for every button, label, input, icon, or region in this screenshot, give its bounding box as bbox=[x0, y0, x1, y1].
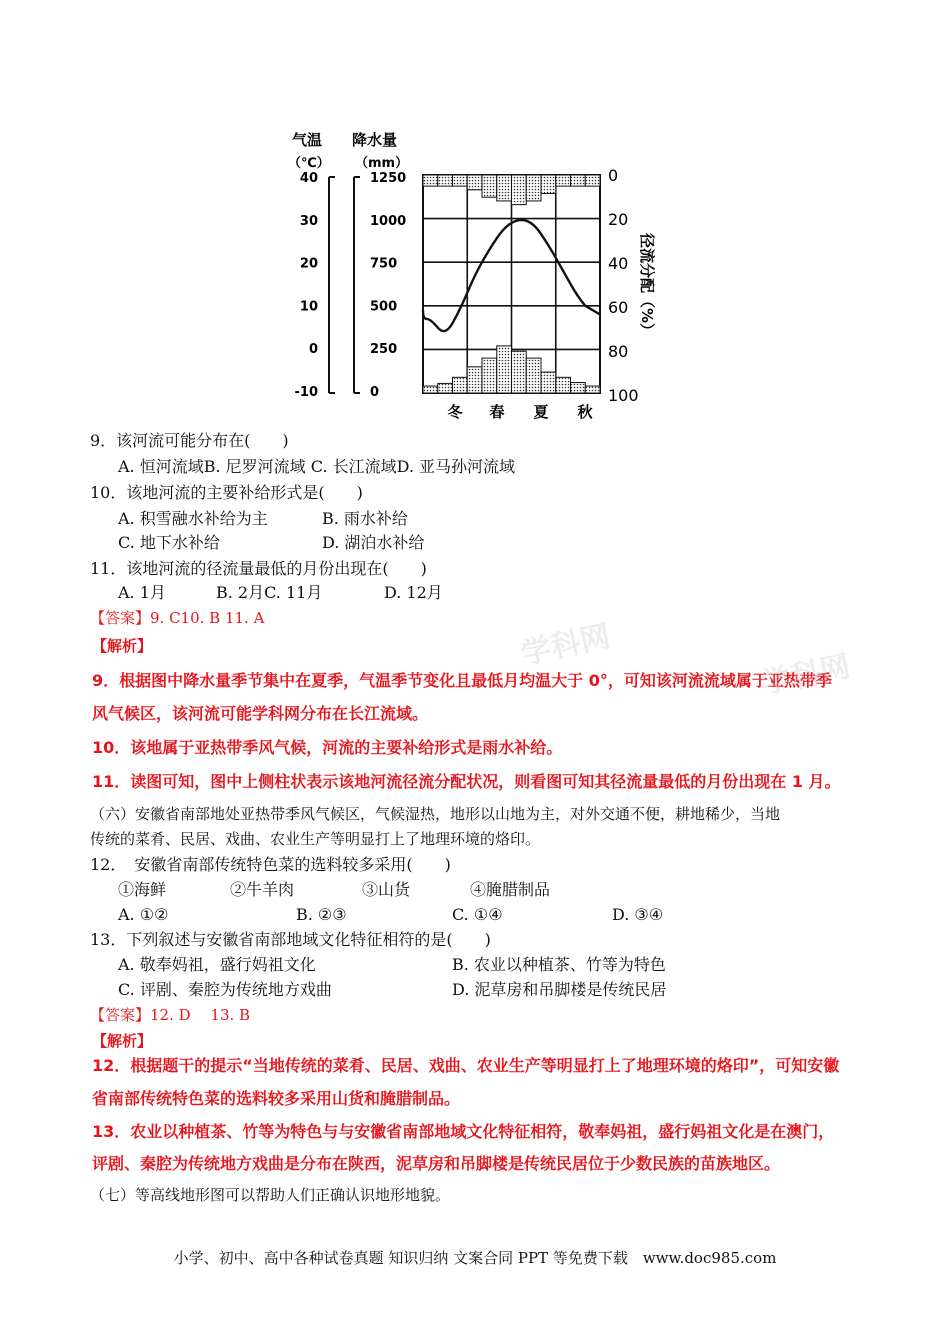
watermark: 学科网 bbox=[758, 648, 854, 702]
answer-block-1: 【答案】9. C10. B 11. A bbox=[90, 609, 265, 627]
runoff-bar bbox=[467, 175, 482, 190]
precip-bar bbox=[482, 358, 497, 393]
precip-bar bbox=[497, 346, 512, 393]
temp-tick-label: 0 bbox=[308, 342, 318, 358]
watermark: 学科网 bbox=[518, 618, 614, 672]
analysis-2-line-2: 省南部传统特色菜的选料较多采用山货和腌腊制品。 bbox=[92, 1089, 461, 1108]
temp-tick-label: 20 bbox=[299, 256, 318, 272]
analysis-2-line-3: 13．农业以种植茶、竹等为特色与与安徽省南部地域文化特征相符，敬奉妈祖，盛行妈祖文化是在澳门， bbox=[92, 1122, 835, 1141]
precip-bar bbox=[423, 386, 438, 393]
runoff-bar bbox=[512, 175, 527, 205]
runoff-bar bbox=[453, 175, 468, 186]
precip-tick-label: 1000 bbox=[370, 213, 407, 229]
runoff-bar bbox=[482, 175, 497, 197]
precip-tick-label: 750 bbox=[370, 256, 398, 272]
q11-option-a: A. 1月 bbox=[118, 583, 166, 602]
precip-bar bbox=[512, 351, 527, 393]
precip-bar bbox=[556, 377, 571, 393]
runoff-bar bbox=[541, 175, 556, 194]
analysis-1-line-4: 11．读图可知，图中上侧柱状表示该地河流径流分配状况，则看图可知其径流量最低的月份出现在 1 月。 bbox=[92, 772, 841, 791]
runoff-bar bbox=[438, 175, 453, 186]
temp-tick-label: 30 bbox=[299, 213, 318, 229]
temp-tick-label: 40 bbox=[299, 171, 318, 186]
precip-bar bbox=[438, 383, 453, 393]
precip-tick-label: 250 bbox=[370, 342, 398, 358]
runoff-tick-label: 60 bbox=[608, 298, 629, 317]
runoff-bar bbox=[526, 175, 541, 201]
q12-stem: 12． 安徽省南部传统特色菜的选料较多采用( ) bbox=[90, 855, 451, 874]
q11-option-d: D. 12月 bbox=[384, 583, 443, 602]
runoff-tick-label: 20 bbox=[608, 210, 629, 229]
precip-tick-label: 1250 bbox=[370, 171, 407, 186]
precip-bar bbox=[467, 367, 482, 393]
section-6-line-2: 传统的菜肴、民居、戏曲、农业生产等明显打上了地理环境的烙印。 bbox=[90, 830, 541, 848]
q13-stem: 13．下列叙述与安徽省南部地域文化特征相符的是( ) bbox=[90, 930, 491, 949]
temp-axis-title: 气温 bbox=[292, 131, 323, 149]
runoff-axis-title: 径流分配（%） bbox=[638, 233, 656, 339]
analysis-2-line-4: 评剧、秦腔为传统地方戏曲是分布在陕西，泥草房和吊脚楼是传统民居位于少数民族的苗族地区。 bbox=[92, 1154, 781, 1173]
temp-tick-label: 10 bbox=[299, 299, 318, 315]
q10-option-c: C. 地下水补给 bbox=[118, 533, 220, 552]
precip-bar bbox=[571, 383, 586, 393]
q13-option-a: A. 敬奉妈祖，盛行妈祖文化 bbox=[118, 955, 316, 974]
page-footer: 小学、初中、高中各种试卷真题 知识归纳 文案合同 PPT 等免费下载 www.doc985.com bbox=[173, 1249, 777, 1267]
q12-option-c: C. ①④ bbox=[452, 905, 503, 924]
runoff-bar bbox=[556, 175, 571, 186]
precip-bar bbox=[541, 372, 556, 393]
season-label: 夏 bbox=[533, 403, 549, 421]
precip-bar bbox=[585, 386, 600, 393]
season-label: 秋 bbox=[577, 403, 593, 421]
q13-option-c: C. 评剧、秦腔为传统地方戏曲 bbox=[118, 980, 332, 999]
q12-option-d: D. ③④ bbox=[612, 905, 664, 924]
q9-stem: 9．该河流可能分布在( ) bbox=[90, 431, 289, 450]
climate-runoff-chart bbox=[270, 125, 670, 425]
answer-block-2: 【答案】12. D 13. B bbox=[90, 1006, 251, 1024]
section-7: （七）等高线地形图可以帮助人们正确认识地形地貌。 bbox=[90, 1186, 451, 1204]
temp-unit: （℃） bbox=[288, 156, 330, 171]
q13-option-d: D. 泥草房和吊脚楼是传统民居 bbox=[452, 980, 667, 999]
runoff-bar bbox=[497, 175, 512, 201]
q12-item-4: ④腌腊制品 bbox=[470, 880, 551, 899]
runoff-bar bbox=[423, 175, 438, 186]
runoff-bar bbox=[585, 175, 600, 186]
q12-item-1: ①海鲜 bbox=[118, 880, 167, 899]
runoff-tick-label: 0 bbox=[608, 166, 619, 185]
analysis-1-line-1: 9．根据图中降水量季节集中在夏季，气温季节变化且最低月均温大于 0°，可知该河流流域属于亚热带季 bbox=[92, 671, 832, 690]
analysis-2-line-1: 12．根据题干的提示“当地传统的菜肴、民居、戏曲、农业生产等明显打上了地理环境的烙印”，可知安徽 bbox=[92, 1056, 840, 1075]
analysis-label-1: 【解析】 bbox=[92, 637, 153, 655]
precip-unit: （mm） bbox=[355, 156, 409, 171]
analysis-label-2: 【解析】 bbox=[92, 1032, 153, 1050]
q10-option-a: A. 积雪融水补给为主 bbox=[118, 509, 268, 528]
q11-option-bc: B. 2月C. 11月 bbox=[216, 583, 323, 602]
q12-option-b: B. ②③ bbox=[296, 905, 347, 924]
q12-item-3: ③山货 bbox=[362, 880, 411, 899]
precip-bar bbox=[526, 358, 541, 393]
precip-tick-label: 0 bbox=[370, 385, 380, 400]
analysis-1-line-2: 风气候区，该河流可能学科网分布在长江流域。 bbox=[92, 704, 429, 723]
analysis-1-line-3: 10．该地属于亚热带季风气候，河流的主要补给形式是雨水补给。 bbox=[92, 738, 563, 757]
q12-item-2: ②牛羊肉 bbox=[230, 880, 295, 899]
q10-option-d: D. 湖泊水补给 bbox=[322, 533, 425, 552]
q10-option-b: B. 雨水补给 bbox=[322, 509, 408, 528]
temp-tick-label: -10 bbox=[294, 385, 318, 400]
season-label: 春 bbox=[489, 403, 505, 421]
season-label: 冬 bbox=[447, 403, 463, 421]
q12-option-a: A. ①② bbox=[118, 905, 169, 924]
q10-stem: 10．该地河流的主要补给形式是( ) bbox=[90, 483, 363, 502]
q9-options: A. 恒河流域B. 尼罗河流域 C. 长江流域D. 亚马孙河流域 bbox=[118, 457, 516, 476]
q13-option-b: B. 农业以种植茶、竹等为特色 bbox=[452, 955, 666, 974]
section-6-line-1: （六）安徽省南部地处亚热带季风气候区，气候湿热，地形以山地为主，对外交通不便，耕地稀少，当地 bbox=[90, 805, 781, 823]
runoff-tick-label: 80 bbox=[608, 342, 629, 361]
precip-axis-title: 降水量 bbox=[352, 131, 398, 149]
runoff-tick-label: 40 bbox=[608, 254, 629, 273]
q11-stem: 11．该地河流的径流量最低的月份出现在( ) bbox=[90, 559, 427, 578]
runoff-tick-label: 100 bbox=[608, 386, 639, 405]
precip-bar bbox=[453, 377, 468, 393]
runoff-bar bbox=[571, 175, 586, 186]
precip-tick-label: 500 bbox=[370, 299, 398, 315]
